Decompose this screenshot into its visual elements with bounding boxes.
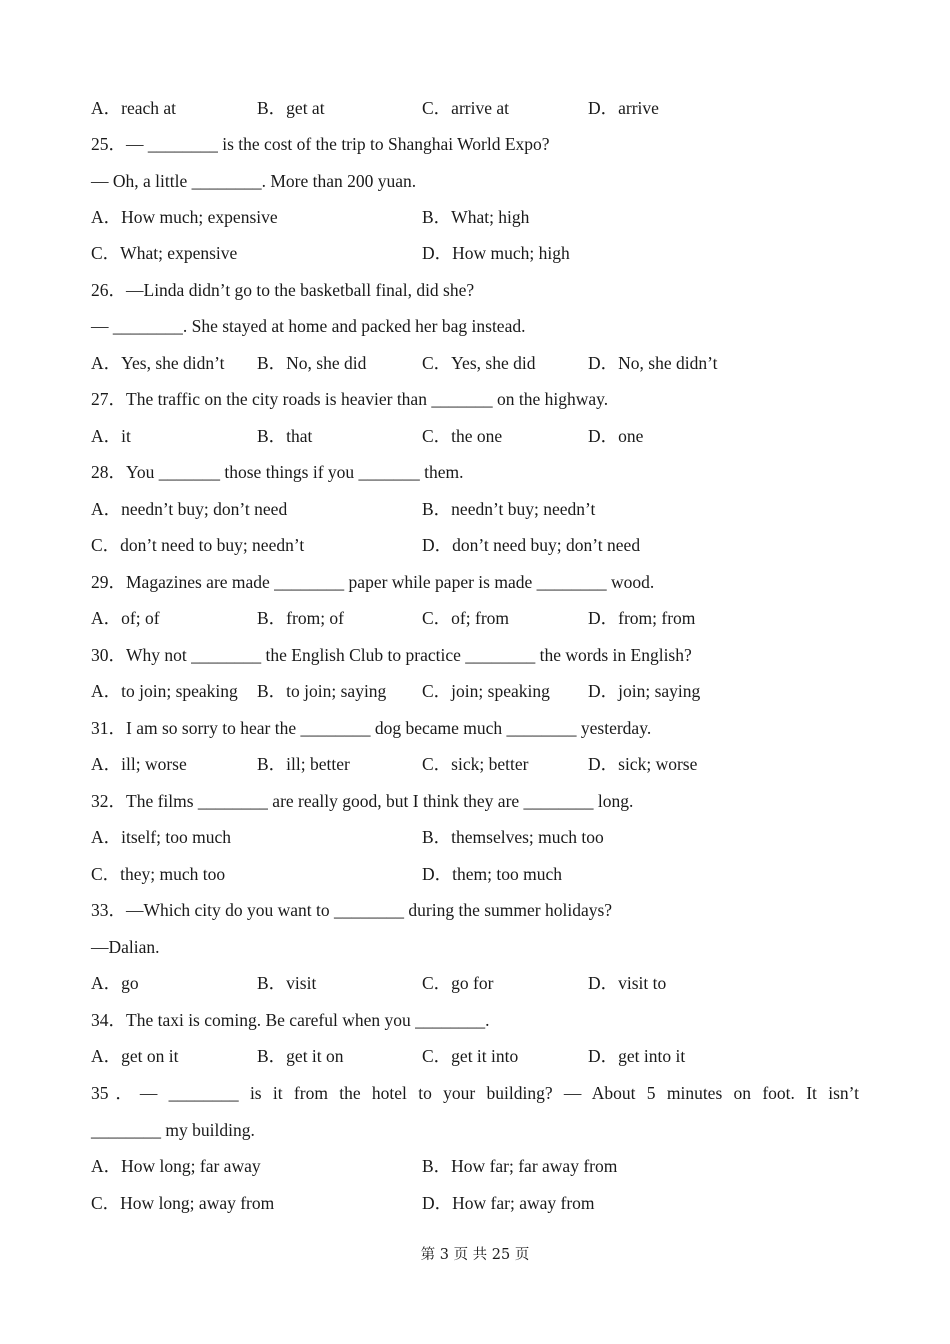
answer-option: B．What; high [422, 207, 530, 227]
question-text: 32．The films ________ are really good, but I think they are ________ long. [91, 791, 634, 811]
answer-option: C．Yes, she did [422, 353, 536, 373]
answer-option: D．get into it [588, 1046, 686, 1066]
question-text: 30．Why not ________ the English Club to practice ________ the words in English? [91, 645, 692, 665]
answer-option: A．to join; speaking [91, 681, 238, 701]
question-text: —Dalian. [91, 937, 160, 957]
answer-option: C．How long; away from [91, 1193, 275, 1213]
answer-option: C．of; from [422, 608, 510, 628]
answer-option: A．itself; too much [91, 827, 231, 847]
answer-option: D．visit to [588, 973, 667, 993]
answer-option: B．get it on [257, 1046, 344, 1066]
answer-option: A．of; of [91, 608, 160, 628]
answer-option: D．No, she didn’t [588, 353, 718, 373]
answer-option: C．get it into [422, 1046, 519, 1066]
page-footer: 第 3 页 共 25 页 [420, 1247, 530, 1263]
answer-option: A．Yes, she didn’t [91, 353, 225, 373]
answer-option: D．don’t need buy; don’t need [422, 535, 641, 555]
answer-option: B．No, she did [257, 353, 367, 373]
answer-option: B．from; of [257, 608, 345, 628]
answer-option: A．get on it [91, 1046, 179, 1066]
question-text: 28．You _______ those things if you _______ them. [91, 462, 464, 482]
question-text: 26．—Linda didn’t go to the basketball final, did she? [91, 280, 475, 300]
answer-option: A．How much; expensive [91, 207, 278, 227]
answer-option: A．How long; far away [91, 1156, 261, 1176]
question-text: — ________. She stayed at home and packed her bag instead. [91, 316, 526, 336]
answer-option: A．needn’t buy; don’t need [91, 499, 288, 519]
answer-option: B．get at [257, 98, 325, 118]
question-text: 29．Magazines are made ________ paper while paper is made ________ wood. [91, 572, 655, 592]
answer-option: B．visit [257, 973, 317, 993]
answer-option: C．arrive at [422, 98, 509, 118]
answer-option: C．sick; better [422, 754, 529, 774]
answer-option: A．reach at [91, 98, 177, 118]
answer-option: D．How much; high [422, 243, 570, 263]
answer-option: B．needn’t buy; needn’t [422, 499, 596, 519]
answer-option: D．them; too much [422, 864, 562, 884]
answer-option: C．go for [422, 973, 494, 993]
answer-option: C．What; expensive [91, 243, 238, 263]
answer-option: B．themselves; much too [422, 827, 604, 847]
answer-option: D．join; saying [588, 681, 701, 701]
answer-option: B．How far; far away from [422, 1156, 618, 1176]
question-text: 27．The traffic on the city roads is heavier than _______ on the highway. [91, 389, 609, 409]
question-text: 34．The taxi is coming. Be careful when you ________. [91, 1010, 490, 1030]
question-text: 33．—Which city do you want to ________ during the summer holidays? [91, 900, 613, 920]
answer-option: D．How far; away from [422, 1193, 595, 1213]
answer-option: D．arrive [588, 98, 659, 118]
answer-option: A．ill; worse [91, 754, 187, 774]
answer-option: A．it [91, 426, 131, 446]
answer-option: B．that [257, 426, 313, 446]
answer-option: C．the one [422, 426, 503, 446]
answer-option: B．ill; better [257, 754, 350, 774]
answer-option: A．go [91, 973, 139, 993]
question-text: 25．— ________ is the cost of the trip to Shanghai World Expo? [91, 134, 550, 154]
answer-option: D．from; from [588, 608, 696, 628]
question-text: ________ my building. [91, 1120, 255, 1140]
answer-option: D．one [588, 426, 644, 446]
question-text: 31．I am so sorry to hear the ________ dog became much ________ yesterday. [91, 718, 652, 738]
answer-option: D．sick; worse [588, 754, 698, 774]
answer-option: B．to join; saying [257, 681, 387, 701]
question-text: — Oh, a little ________. More than 200 yuan. [91, 171, 417, 191]
question-text-justified: 35．— ________ is it from the hotel to your building? — About 5 minutes on foot. It isn’t [91, 1083, 859, 1103]
answer-option: C．don’t need to buy; needn’t [91, 535, 305, 555]
answer-option: C．join; speaking [422, 681, 550, 701]
answer-option: C．they; much too [91, 864, 226, 884]
